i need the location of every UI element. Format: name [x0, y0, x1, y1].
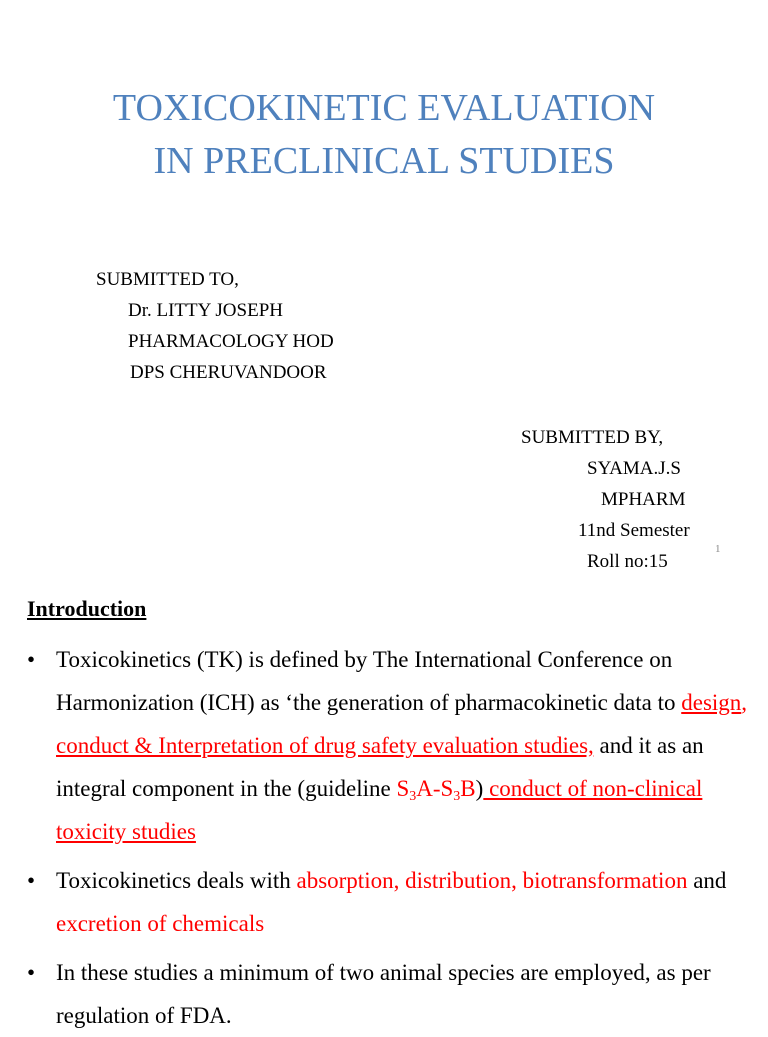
- section-heading: Introduction: [27, 596, 147, 621]
- guideline-code: [396, 776, 476, 804]
- text-run: Toxicokinetics (TK) is defined by The International Conference on Harmonization (ICH) as ‘the generation of pharmacokinetic data to: [56, 647, 682, 715]
- institution: DPS CHERUVANDOOR: [130, 362, 327, 383]
- guideline-part: A-S: [416, 776, 454, 801]
- highlight-adme: absorption, distribution, biotransformation: [296, 868, 688, 893]
- highlight-design: design: [681, 690, 742, 715]
- text-run: ,: [741, 690, 748, 715]
- guideline-part: S: [396, 776, 410, 801]
- guideline-subscript: 3: [453, 789, 461, 804]
- text-run: and: [687, 868, 727, 893]
- student-roll: Roll no:15: [587, 551, 668, 572]
- guide-name: Dr. LITTY JOSEPH: [128, 300, 283, 321]
- highlight-non-clinical: conduct of non-clinical toxicity studies: [56, 776, 703, 844]
- bullet-paragraph-3: [56, 951, 764, 1037]
- guide-role: PHARMACOLOGY HOD: [128, 331, 334, 352]
- guideline-subscript: 3: [409, 789, 417, 804]
- student-course: MPHARM: [601, 489, 686, 510]
- bullet-marker: •: [27, 960, 36, 985]
- text-run: ): [475, 776, 484, 801]
- bullet-paragraph-1: [56, 638, 764, 853]
- submitted-by-label: SUBMITTED BY,: [521, 427, 664, 448]
- guideline-part: B: [460, 776, 476, 801]
- slide-title-line-1: TOXICOKINETIC EVALUATION: [112, 87, 656, 129]
- text-run: and it as an integral component in the (guideline: [56, 733, 704, 801]
- submitted-to-label: SUBMITTED TO,: [96, 269, 239, 290]
- text-run: Toxicokinetics deals with: [56, 868, 297, 893]
- student-name: SYAMA.J.S: [587, 458, 681, 479]
- bullet-marker: •: [27, 647, 36, 672]
- bullet-marker: •: [27, 868, 36, 893]
- slide-title-line-2: IN PRECLINICAL STUDIES: [153, 140, 615, 182]
- text-run: In these studies a minimum of two animal species are employed, as per regulation of FDA.: [56, 960, 711, 1028]
- highlight-excretion: excretion of chemicals: [56, 911, 265, 936]
- page-number: 1: [715, 543, 721, 555]
- highlight-conduct-interpretation: conduct & Interpretation of drug safety evaluation studies,: [56, 733, 594, 758]
- student-semester: 11nd Semester: [578, 520, 690, 541]
- bullet-paragraph-2: [56, 859, 764, 945]
